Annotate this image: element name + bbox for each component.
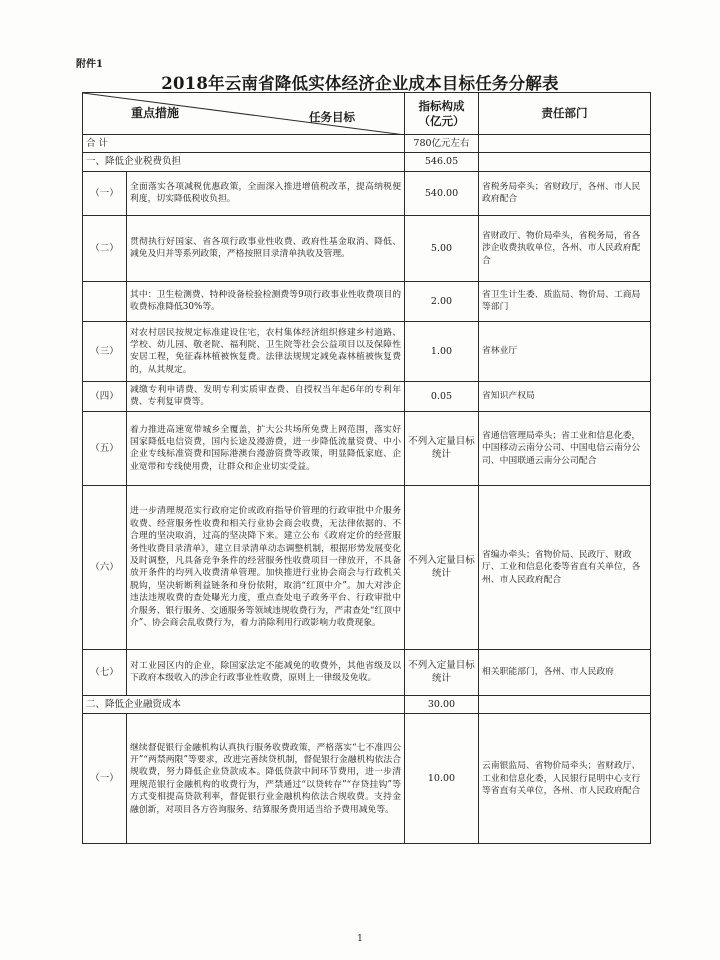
section2-dept: [479, 695, 651, 713]
table-row: [83, 171, 651, 215]
row-value: 1.00: [405, 321, 479, 381]
row-dept: 省林业厅: [479, 321, 651, 381]
row-value: 5.00: [405, 215, 479, 281]
header-metric: 指标构成（亿元）: [405, 93, 479, 135]
total-row: [83, 135, 651, 153]
section1-value: 546.05: [405, 153, 479, 171]
table-row: [83, 321, 651, 381]
task-table: [82, 92, 651, 844]
row-dept: 相关职能部门，各州、市人民政府: [479, 649, 651, 695]
page-number: 1: [357, 934, 363, 944]
header-target: 任务目标: [309, 110, 355, 124]
row-desc: 对农村居民按规定标准建设住宅，农村集体经济组织修建乡村道路、学校、幼儿园、敬老院、福利院、卫生院等社会公益项目以及保障性安居工程，免征森林植被恢复费。法律法规规定减免森林植被恢复费的，从其规定。: [127, 321, 405, 381]
row-index: （一）: [83, 171, 127, 215]
row-desc: 全面落实各项减税优惠政策，全面深入推进增值税改革，提高纳税便利度，切实降低税收负担。: [127, 171, 405, 215]
header-dept: 责任部门: [479, 93, 651, 135]
table-row: [83, 281, 651, 321]
row-value: 0.05: [405, 381, 479, 411]
attachment-label: 附件1: [76, 59, 103, 70]
section1-dept: [479, 153, 651, 171]
row-value: 2.00: [405, 281, 479, 321]
row-index: （四）: [83, 381, 127, 411]
section1-label: 一、降低企业税费负担: [83, 153, 405, 171]
table-row: [83, 411, 651, 485]
row-index: （六）: [83, 485, 127, 649]
row-dept: 省税务局牵头；省财政厅，各州、市人民政府配合: [479, 171, 651, 215]
row-value: 不列入定量目标统计: [405, 485, 479, 649]
row-index: （一）: [83, 714, 127, 844]
row-dept: 省编办牵头；省物价局、民政厅、财政厅、工业和信息化委等省直有关单位，各州、市人民政府配合: [479, 485, 651, 649]
section-row: [83, 153, 651, 171]
header-measure-target-cell: [83, 93, 405, 135]
total-dept: [479, 135, 651, 153]
row-dept: 省通信管理局牵头；省工业和信息化委，中国移动云南分公司、中国电信云南分公司、中国联通云南分公司配合: [479, 411, 651, 485]
table-row: [83, 381, 651, 411]
row-index: （二）: [83, 215, 127, 281]
page-title: 2018年云南省降低实体经济企业成本目标任务分解表: [161, 74, 559, 93]
section-row: [83, 695, 651, 713]
row-index: （五）: [83, 411, 127, 485]
row-desc: 减缴专利申请费、发明专利实质审查费、自授权当年起6年的专利年费、专利复审费等。: [127, 381, 405, 411]
row-desc: 对工业园区内的企业，除国家法定不能减免的收费外，其他省级及以下政府本级收入的涉企行政事业性收费，原则上一律级及免收。: [127, 649, 405, 695]
section2-label: 二、降低企业融资成本: [83, 695, 405, 713]
table-row: [83, 649, 651, 695]
table-row: [83, 215, 651, 281]
row-desc: 其中：卫生检测费、特种设备检验检测费等9项行政事业性收费项目的收费标准降低30%等。: [127, 281, 405, 321]
row-dept: 省卫生计生委、质监局、物价局、工商局等部门: [479, 281, 651, 321]
table-row: [83, 485, 651, 649]
row-dept: 云南银监局、省物价局牵头；省财政厅、工业和信息化委，人民银行昆明中心支行等省直有关单位，各州、市人民政府配合: [479, 714, 651, 844]
row-desc: 进一步清理规范实行政府定价或政府指导价管理的行政审批中介服务收费、经营服务性收费和相关行业协会商会收费，无法律依据的、不合理的坚决取消，过高的坚决降下来。建立公布《政府定价的经营服务性收费目录清单》，建立目录清单动态调整机制，根据形势发展变化及时调整，凡具备竞争条件的经营服务性收费项目一律放开，不具备放开条件的均列入收费清单管理。加快推进行业协会商会与行政机关脱钩，坚决斩断利益链条和身份依附，取消“红顶中介”。加大对涉企违法违规收费的查处曝光力度，重点查处电子政务平台、行政审批中介服务、银行服务、交通服务等领域违规收费行为，严肃查处“红顶中介”、协会商会乱收费行为，着力消除利用行政影响力收费现象。: [127, 485, 405, 649]
row-dept: 省知识产权局: [479, 381, 651, 411]
row-value: 540.00: [405, 171, 479, 215]
header-measure: 重点措施: [131, 106, 180, 120]
row-dept: 省财政厅、物价局牵头，省税务局，省各涉企收费执收单位，各州、市人民政府配合: [479, 215, 651, 281]
row-value: 10.00: [405, 714, 479, 844]
table-header-row: [83, 93, 651, 135]
total-value: 780亿元左右: [405, 135, 479, 153]
row-desc: 继续督促银行金融机构认真执行服务收费政策，严格落实“七不准四公开”“两禁两限”等要求，改进完善续贷机制，督促银行金融机构依法合规收费，努力降低企业贷款成本。降低贷款中间环节费用，进一步清理规范银行金融机构的收费行为，严禁通过“以贷转存”“存贷挂钩”等方式变相提高贷款利率，督促银行业金融机构依法合规收费。支持金融创新，对项目各方咨询服务、结算服务费用适当给予费用减免等。: [127, 714, 405, 844]
row-index: （三）: [83, 321, 127, 381]
row-desc: 贯彻执行好国家、省各项行政事业性收费、政府性基金取消、降低、减免及归并等系列政策，严格按照目录清单执收及管理。: [127, 215, 405, 281]
table-row: [83, 714, 651, 844]
row-value: 不列入定量目标统计: [405, 411, 479, 485]
section2-value: 30.00: [405, 695, 479, 713]
total-label: 合 计: [83, 135, 405, 153]
row-index: （七）: [83, 649, 127, 695]
row-desc: 着力推进高速宽带城乡全覆盖，扩大公共场所免费上网范围，落实好国家降低电信资费，国内长途及漫游费，进一步降低流量资费、中小企业专线标准资费和国际港澳台漫游资费等政策，明显降低家庭、企业宽带和专线使用费，让群众和企业切实受益。: [127, 411, 405, 485]
row-value: 不列入定量目标统计: [405, 649, 479, 695]
row-index: [83, 281, 127, 321]
